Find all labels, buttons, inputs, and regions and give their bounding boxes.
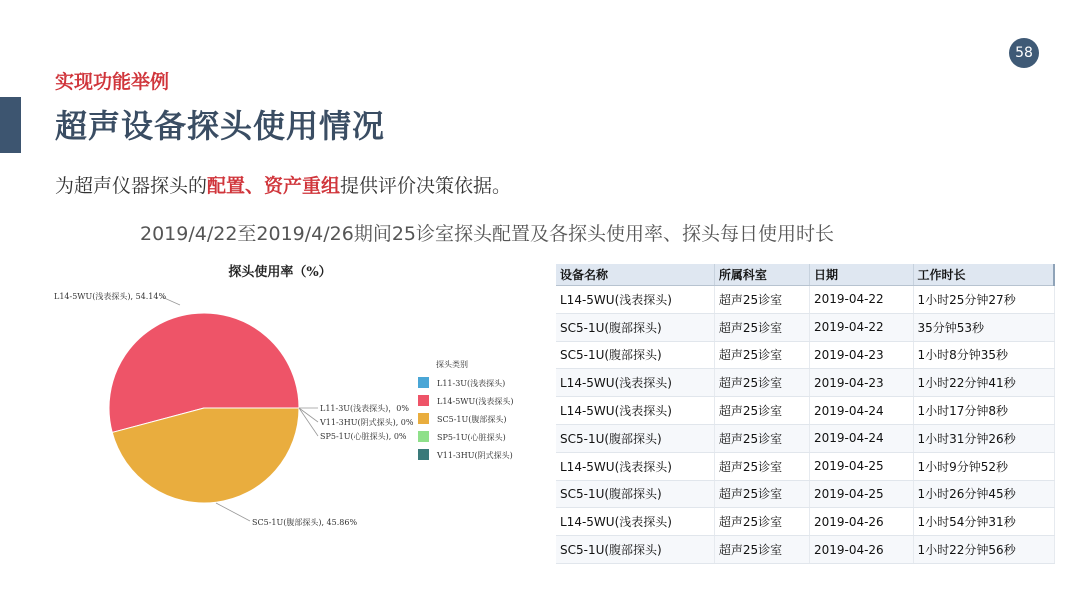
- table-header-cell: 设备名称: [556, 264, 714, 286]
- legend-swatch: [418, 431, 429, 442]
- table-cell: 2019-04-24: [809, 424, 913, 452]
- page-number-badge: 58: [1009, 38, 1039, 68]
- legend-swatch: [418, 449, 429, 460]
- table-cell: 超声25诊室: [714, 536, 809, 564]
- legend-label: L11-3U(浅表探头): [437, 379, 506, 388]
- subtitle-prefix: 为超声仪器探头的: [55, 175, 208, 197]
- subtitle-highlight: 配置、资产重组: [207, 175, 341, 197]
- table-cell: 2019-04-25: [809, 480, 913, 508]
- slice-label: L11-3U(浅表探头)，0%: [320, 404, 409, 413]
- left-accent-bar: [0, 97, 21, 153]
- table-cell: SC5-1U(腹部探头): [556, 341, 714, 369]
- table-cell: 2019-04-26: [809, 536, 913, 564]
- table-cell: 2019-04-23: [809, 341, 913, 369]
- table-cell: 超声25诊室: [714, 424, 809, 452]
- pie-chart-svg: [40, 255, 550, 585]
- legend-swatch: [418, 377, 429, 388]
- table-cell: SC5-1U(腹部探头): [556, 313, 714, 341]
- table-header-cell: 工作时长: [913, 264, 1054, 286]
- legend-swatch: [418, 413, 429, 424]
- legend-label: L14-5WU(浅表探头): [437, 397, 514, 406]
- table-row: [556, 286, 1054, 314]
- table-row: [556, 397, 1054, 425]
- table-row: [556, 536, 1054, 564]
- table-cell: 超声25诊室: [714, 397, 809, 425]
- table-header-cell: 所属科室: [714, 264, 809, 286]
- table-cell: L14-5WU(浅表探头): [556, 397, 714, 425]
- legend-label: V11-3HU(阴式探头): [437, 451, 513, 460]
- table-header-cell: 日期: [809, 264, 913, 286]
- table-cell: 1小时17分钟8秒: [913, 397, 1054, 425]
- legend-label: SC5-1U(腹部探头): [437, 415, 507, 424]
- table-cell: 2019-04-22: [809, 313, 913, 341]
- page-title: 超声设备探头使用情况: [55, 107, 386, 145]
- chart-title: 探头使用率（%）: [228, 265, 332, 280]
- table-cell: 2019-04-22: [809, 286, 913, 314]
- leader-line: [299, 408, 318, 422]
- table-cell: 超声25诊室: [714, 508, 809, 536]
- table-cell: 2019-04-23: [809, 369, 913, 397]
- table-cell: 超声25诊室: [714, 341, 809, 369]
- table-cell: 超声25诊室: [714, 452, 809, 480]
- legend-label: SP5-1U(心脏探头): [437, 433, 506, 442]
- slice-label: V11-3HU(阴式探头), 0%: [320, 418, 414, 427]
- table-cell: L14-5WU(浅表探头): [556, 369, 714, 397]
- table-cell: SC5-1U(腹部探头): [556, 480, 714, 508]
- usage-table: [556, 264, 1055, 564]
- table-cell: SC5-1U(腹部探头): [556, 424, 714, 452]
- table-row: [556, 480, 1054, 508]
- table-cell: 2019-04-26: [809, 508, 913, 536]
- table-cell: 1小时26分钟45秒: [913, 480, 1054, 508]
- table-cell: 超声25诊室: [714, 313, 809, 341]
- section-label: 实现功能举例: [55, 71, 170, 93]
- table-cell: 1小时25分钟27秒: [913, 286, 1054, 314]
- table-cell: 1小时22分钟41秒: [913, 369, 1054, 397]
- table-cell: 1小时9分钟52秒: [913, 452, 1054, 480]
- subtitle: [55, 171, 511, 198]
- table-cell: 1小时8分钟35秒: [913, 341, 1054, 369]
- table-cell: 2019-04-24: [809, 397, 913, 425]
- slice-label: L14-5WU(浅表探头), 54.14%: [54, 292, 167, 301]
- table-cell: 1小时22分钟56秒: [913, 536, 1054, 564]
- table-cell: 超声25诊室: [714, 369, 809, 397]
- table-cell: 35分钟53秒: [913, 313, 1054, 341]
- table-cell: SC5-1U(腹部探头): [556, 536, 714, 564]
- table-cell: 1小时31分钟26秒: [913, 424, 1054, 452]
- table-row: [556, 452, 1054, 480]
- table-row: [556, 369, 1054, 397]
- subtitle-suffix: 提供评价决策依据。: [340, 175, 512, 197]
- table-row: [556, 508, 1054, 536]
- table-cell: L14-5WU(浅表探头): [556, 508, 714, 536]
- table-cell: 超声25诊室: [714, 480, 809, 508]
- table-row: [556, 313, 1054, 341]
- table-cell: 2019-04-25: [809, 452, 913, 480]
- leader-line: [299, 408, 318, 436]
- table-header-row: [556, 264, 1054, 286]
- table-cell: 1小时54分钟31秒: [913, 508, 1054, 536]
- table-cell: 超声25诊室: [714, 286, 809, 314]
- slice-label: SP5-1U(心脏探头), 0%: [320, 432, 407, 441]
- leader-line: [216, 503, 250, 521]
- legend-title: 探头类别: [436, 360, 468, 369]
- pie-chart: [40, 255, 550, 585]
- slice-label: SC5-1U(腹部探头), 45.86%: [252, 518, 358, 527]
- figure-caption: 2019/4/22至2019/4/26期间25诊室探头配置及各探头使用率、探头每日使用时长: [140, 223, 835, 245]
- table-row: [556, 424, 1054, 452]
- legend-swatch: [418, 395, 429, 406]
- table-cell: L14-5WU(浅表探头): [556, 286, 714, 314]
- table-cell: L14-5WU(浅表探头): [556, 452, 714, 480]
- table-row: [556, 341, 1054, 369]
